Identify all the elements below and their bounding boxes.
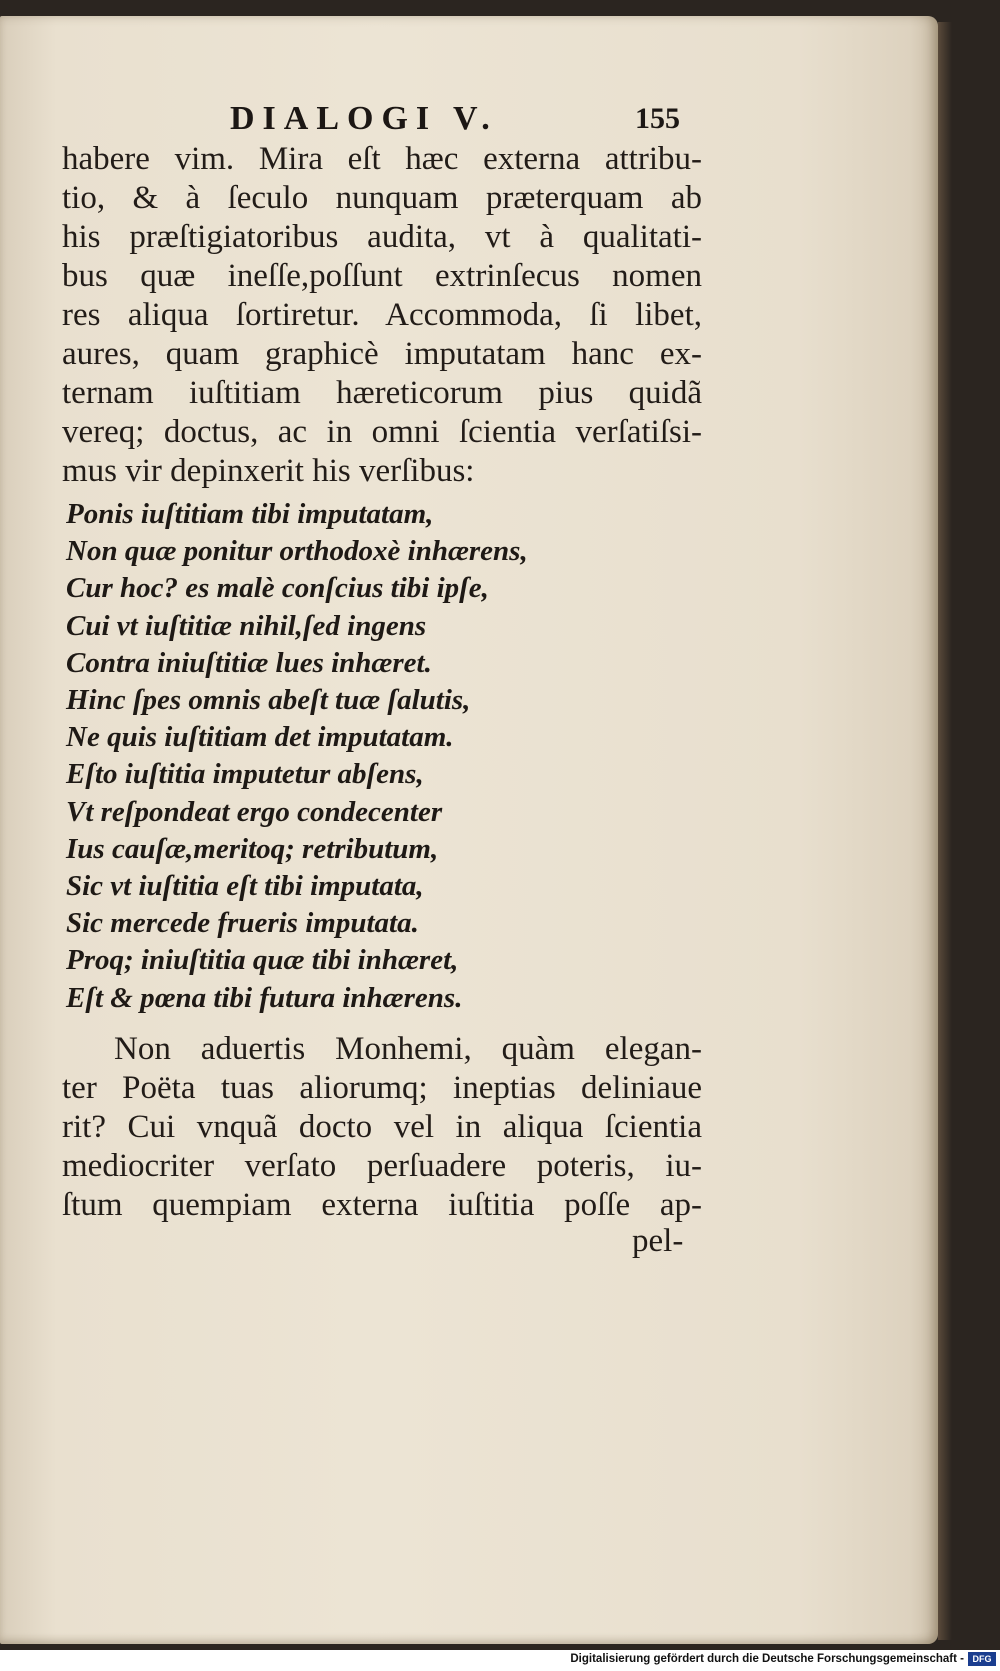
text-line: ternam iuſtitiam hæreticorum pius quidã <box>62 375 702 411</box>
page-number: 155 <box>635 102 680 135</box>
text-line: rit? Cui vnquã docto vel in aliqua ſcientia <box>62 1109 702 1145</box>
text-line: his præſtigiatoribus audita, vt à qualitati- <box>62 219 702 255</box>
verse-line: Eſt & pœna tibi futura inhærens. <box>66 981 463 1014</box>
text-line: ter Poëta tuas aliorumq; ineptias deliniaue <box>62 1070 702 1106</box>
verse-line: Hinc ſpes omnis abeſt tuæ ſalutis, <box>66 684 471 717</box>
page-edge <box>938 22 952 1640</box>
text-line: mediocriter verſato perſuadere poteris, iu- <box>62 1148 702 1184</box>
verse-line: Cui vt iuſtitiæ nihil,ſed ingens <box>66 609 427 642</box>
verse-line: Ponis iuſtitiam tibi imputatam, <box>66 498 434 530</box>
catchword: pel- <box>632 1223 684 1259</box>
text-line: mus vir depinxerit his verſibus: <box>62 453 475 489</box>
verse-line: Sic vt iuſtitia eſt tibi imputata, <box>66 870 424 903</box>
text-line: aures, quam graphicè imputatam hanc ex- <box>62 336 702 372</box>
text-line: bus quæ ineſſe,poſſunt extrinſecus nomen <box>62 258 702 294</box>
verse-line: Ne quis iuſtitiam det imputatam. <box>66 721 454 754</box>
page-header <box>230 100 680 140</box>
text-line: tio, & à ſeculo nunquam præterquam ab <box>62 180 702 216</box>
text-line: Non aduertis Monhemi, quàm elegan- <box>114 1031 702 1067</box>
verse-line: Cur hoc? es malè conſcius tibi ipſe, <box>66 572 489 605</box>
text-line: ſtum quempiam externa iuſtitia poſſe ap- <box>62 1187 702 1223</box>
verse-line: Vt reſpondeat ergo condecenter <box>66 795 443 828</box>
text-line: vereq; doctus, ac in omni ſcientia verſatiſsi- <box>62 414 702 450</box>
verse-line: Proq; iniuſtitia quæ tibi inhæret, <box>66 944 459 977</box>
verse-line: Contra iniuſtitiæ lues inhæret. <box>66 646 432 679</box>
verse-line: Sic mercede frueris imputata. <box>66 907 419 940</box>
verse-line: Non quæ ponitur orthodoxè inhærens, <box>66 535 528 568</box>
dfg-logo-icon: DFG <box>968 1652 996 1666</box>
verse-block <box>66 496 686 1017</box>
verse-line: Ius cauſæ,meritoq; retributum, <box>66 832 439 865</box>
running-title: DIALOGI V. <box>230 100 498 137</box>
prose-paragraph-2 <box>62 1030 702 1225</box>
digitization-credit: Digitalisierung gefördert durch die Deutsche Forschungsgemeinschaft - <box>570 1653 964 1665</box>
prose-paragraph-1 <box>62 140 702 491</box>
verse-line: Eſto iuſtitia imputetur abſens, <box>66 758 424 791</box>
text-line: res aliqua ſortiretur. Accommoda, ſi libet, <box>62 297 702 333</box>
text-line: habere vim. Mira eſt hæc externa attribu- <box>62 141 702 177</box>
